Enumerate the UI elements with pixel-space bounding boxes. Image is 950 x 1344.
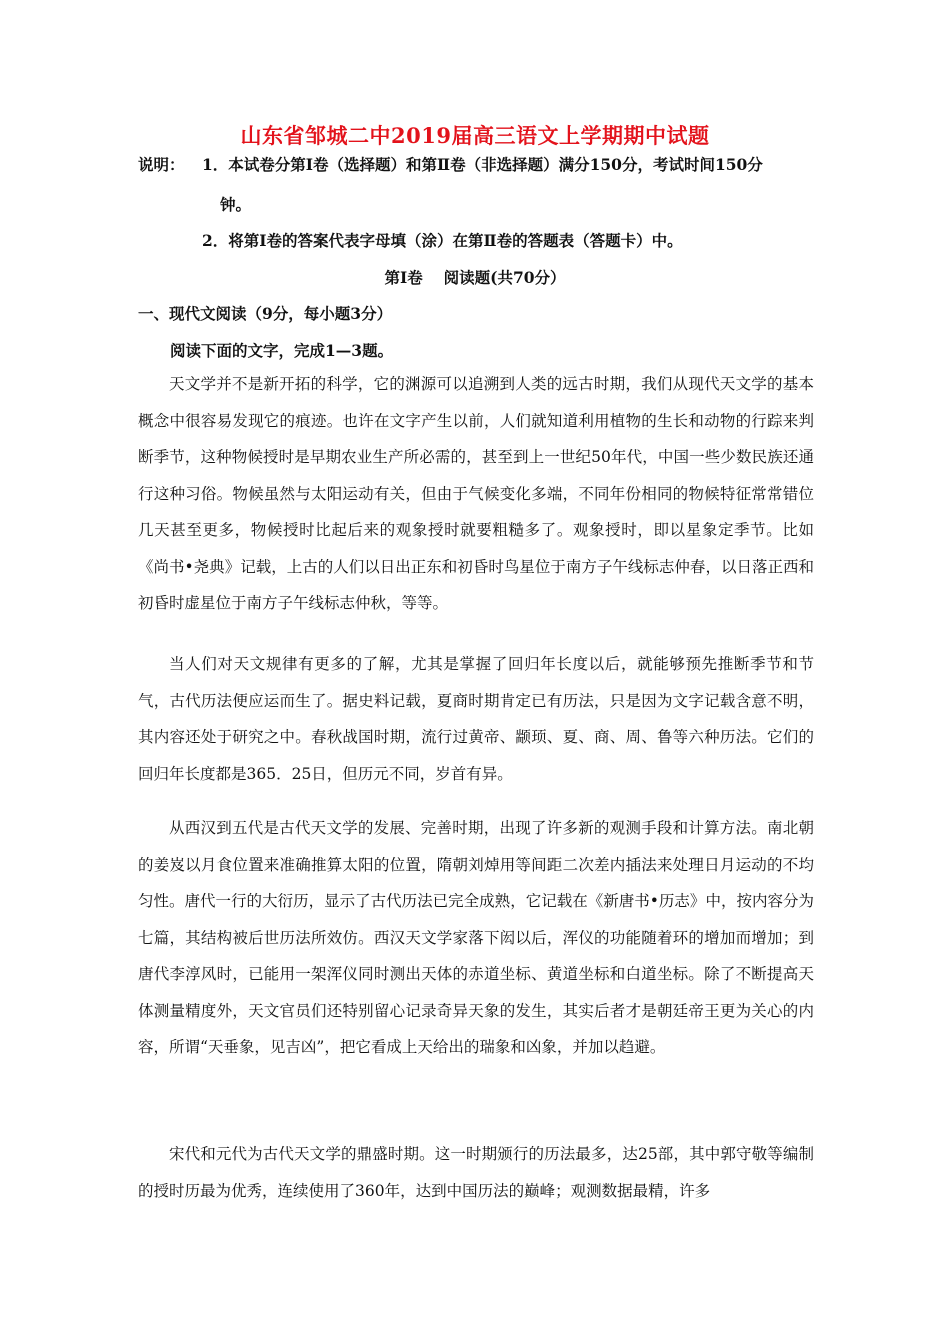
note-item-1: 1．本试卷分第Ⅰ卷（选择题）和第Ⅱ卷（非选择题）满分150分，考试时间150分 (202, 155, 763, 174)
volume-heading: 第Ⅰ卷 阅读题(共70分） (384, 268, 566, 287)
passage-paragraph-4: 宋代和元代为古代天文学的鼎盛时期。这一时期颁行的历法最多，达25部，其中郭守敬等编制的授时历最为优秀，连续使用了360年，达到中国历法的巅峰；观测数据最精，许多 (138, 1145, 814, 1200)
passage-paragraph-1: 天文学并不是新开拓的科学，它的渊源可以追溯到人类的远古时期，我们从现代天文学的基本概念中很容易发现它的痕迹。也许在文字产生以前，人们就知道利用植物的生长和动物的行踪来判断季节，这种物候授时是早期农业生产所必需的，甚至到上一世纪50年代，中国一些少数民族还通行这种习俗。物候虽然与太阳运动有关，但由于气候变化多端，不同年份相同的物候特征常常错位几天甚至更多，物候授时比起后来的观象授时就要粗糙多了。观象授时，即以星象定季节。比如《尚书•尧典》记载，上古的人们以日出正东和初昏时鸟星位于南方子午线标志仲春，以日落正西和初昏时虚星位于南方子午线标志仲秋，等等。 (138, 375, 814, 612)
notes-label: 说明： (138, 155, 185, 174)
note-item-1-continued: 钟。 (220, 195, 252, 214)
passage-paragraph-3: 从西汉到五代是古代天文学的发展、完善时期，出现了许多新的观测手段和计算方法。南北朝的姜岌以月食位置来准确推算太阳的位置，隋朝刘焯用等间距二次差内插法来处理日月运动的不均匀性。唐代一行的大衍历，显示了古代历法已完全成熟，它记载在《新唐书•历志》中，按内容分为七篇，其结构被后世历法所效仿。西汉天文学家落下闳以后，浑仪的功能随着环的增加而增加；到唐代李淳风时，已能用一架浑仪同时测出天体的赤道坐标、黄道坐标和白道坐标。除了不断提高天体测量精度外，天文官员们还特别留心记录奇异天象的发生，其实后者才是朝廷帝王更为关心的内容，所谓“天垂象，见吉凶”，把它看成上天给出的瑞象和凶象，并加以趋避。 (138, 819, 814, 1056)
reading-instruction: 阅读下面的文字，完成1—3题。 (170, 341, 394, 360)
note-item-2: 2．将第Ⅰ卷的答案代表字母填（涂）在第Ⅱ卷的答题表（答题卡）中。 (202, 231, 683, 250)
section-heading: 一、现代文阅读（9分，每小题3分） (138, 304, 393, 323)
document-title: 山东省邹城二中2019届高三语文上学期期中试题 (240, 123, 710, 148)
passage-paragraph-2: 当人们对天文规律有更多的了解，尤其是掌握了回归年长度以后，就能够预先推断季节和节气，古代历法便应运而生了。据史料记载，夏商时期肯定已有历法，只是因为文字记载含意不明，其内容还处于研究之中。春秋战国时期，流行过黄帝、颛顼、夏、商、周、鲁等六种历法。它们的回归年长度都是365．25日，但历元不同，岁首有异。 (138, 655, 814, 783)
